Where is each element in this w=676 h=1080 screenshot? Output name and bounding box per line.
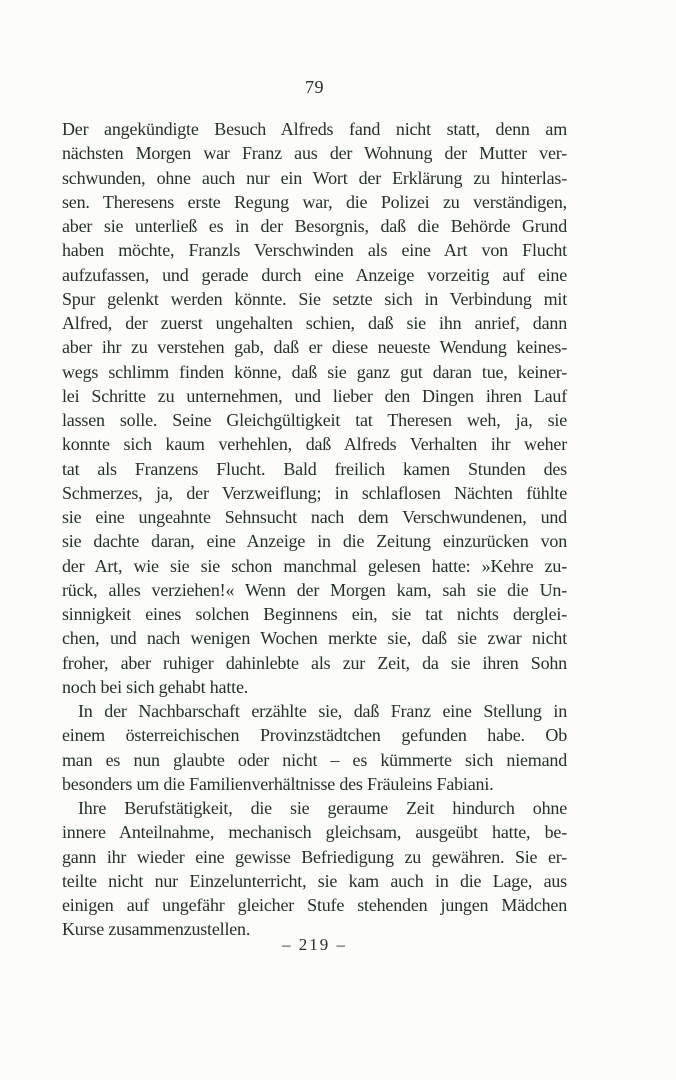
text-line: Kurse zusammenzustellen.	[62, 919, 251, 940]
text-line: tat als Franzens Flucht. Bald freilich kamen Stunden des	[62, 458, 567, 479]
text-line: lassen solle. Seine Gleichgültigkeit tat Theresen weh, ja, sie	[62, 410, 567, 430]
text-line: chen, und nach wenigen Wochen merkte sie, daß sie zwar nicht	[62, 628, 567, 649]
text-line: teilte nicht nur Einzelunterricht, sie kam auch in die Lage, aus	[62, 870, 567, 891]
text-line: konnte sich kaum verhehlen, daß Alfreds Verhalten ihr weher	[62, 434, 567, 455]
paragraph	[62, 117, 567, 699]
paragraph	[62, 699, 567, 796]
page-number: – 219 –	[282, 935, 347, 954]
text-line: aufzufassen, und gerade durch eine Anzeige vorzeitig auf eine	[62, 264, 567, 285]
text-line: In der Nachbarschaft erzählte sie, daß Franz eine Stellung in	[78, 701, 567, 721]
text-line: froher, aber ruhiger dahinlebte als zur Zeit, da sie ihren Sohn	[62, 652, 567, 673]
text-line: schwunden, ohne auch nur ein Wort der Erklärung zu hinterlas-	[62, 167, 567, 188]
text-line: wegs schlimm finden könne, daß sie ganz gut daran tue, keiner-	[62, 361, 567, 382]
paragraph	[62, 796, 567, 942]
text-line: Schmerzes, ja, der Verzweiflung; in schlaflosen Nächten fühlte	[62, 482, 567, 503]
text-line: aber ihr zu verstehen gab, daß er diese neueste Wendung keines-	[62, 337, 567, 358]
chapter-number: 79	[305, 77, 324, 97]
text-line: noch bei sich gehabt hatte.	[62, 676, 249, 697]
text-line: Spur gelenkt werden könnte. Sie setzte sich in Verbindung mit	[62, 288, 567, 309]
text-line: besonders um die Familienverhältnisse des Fräuleins Fabiani.	[62, 773, 494, 794]
text-line: rück, alles verziehen!« Wenn der Morgen kam, sah sie die Un-	[62, 579, 567, 600]
text-line: innere Anteilnahme, mechanisch gleichsam, ausgeübt hatte, be-	[62, 822, 567, 843]
text-line: Alfred, der zuerst ungehalten schien, daß sie ihn anrief, dann	[62, 313, 567, 333]
text-line: nächsten Morgen war Franz aus der Wohnung der Mutter ver-	[62, 143, 567, 164]
text-line: einigen auf ungefähr gleicher Stufe stehenden jungen Mädchen	[62, 895, 567, 915]
text-line: gann ihr wieder eine gewisse Befriedigung zu gewähren. Sie er-	[62, 846, 567, 867]
text-line: der Art, wie sie sie schon manchmal gelesen hatte: »Kehre zu-	[62, 555, 567, 576]
text-line: lei Schritte zu unternehmen, und lieber den Dingen ihren Lauf	[62, 385, 567, 406]
text-line: einem österreichischen Provinzstädtchen gefunden habe. Ob	[62, 725, 567, 746]
text-line: haben möchte, Franzls Verschwinden als eine Art von Flucht	[62, 240, 567, 261]
text-line: Der angekündigte Besuch Alfreds fand nicht statt, denn am	[62, 119, 567, 139]
text-line: Ihre Berufstätigkeit, die sie geraume Zeit hindurch ohne	[78, 798, 567, 818]
text-line: sie dachte daran, eine Anzeige in die Zeitung einzurücken von	[62, 531, 567, 552]
text-line: aber sie unterließ es in der Besorgnis, daß die Behörde Grund	[62, 216, 567, 236]
text-line: man es nun glaubte oder nicht – es kümmerte sich niemand	[62, 749, 567, 770]
text-line: sinnigkeit eines solchen Beginnens ein, sie tat nichts derglei-	[62, 604, 567, 624]
text-line: sie eine ungeahnte Sehnsucht nach dem Verschwundenen, und	[62, 507, 567, 527]
text-block	[62, 117, 567, 942]
text-line: sen. Theresens erste Regung war, die Polizei zu verständigen,	[62, 191, 567, 212]
